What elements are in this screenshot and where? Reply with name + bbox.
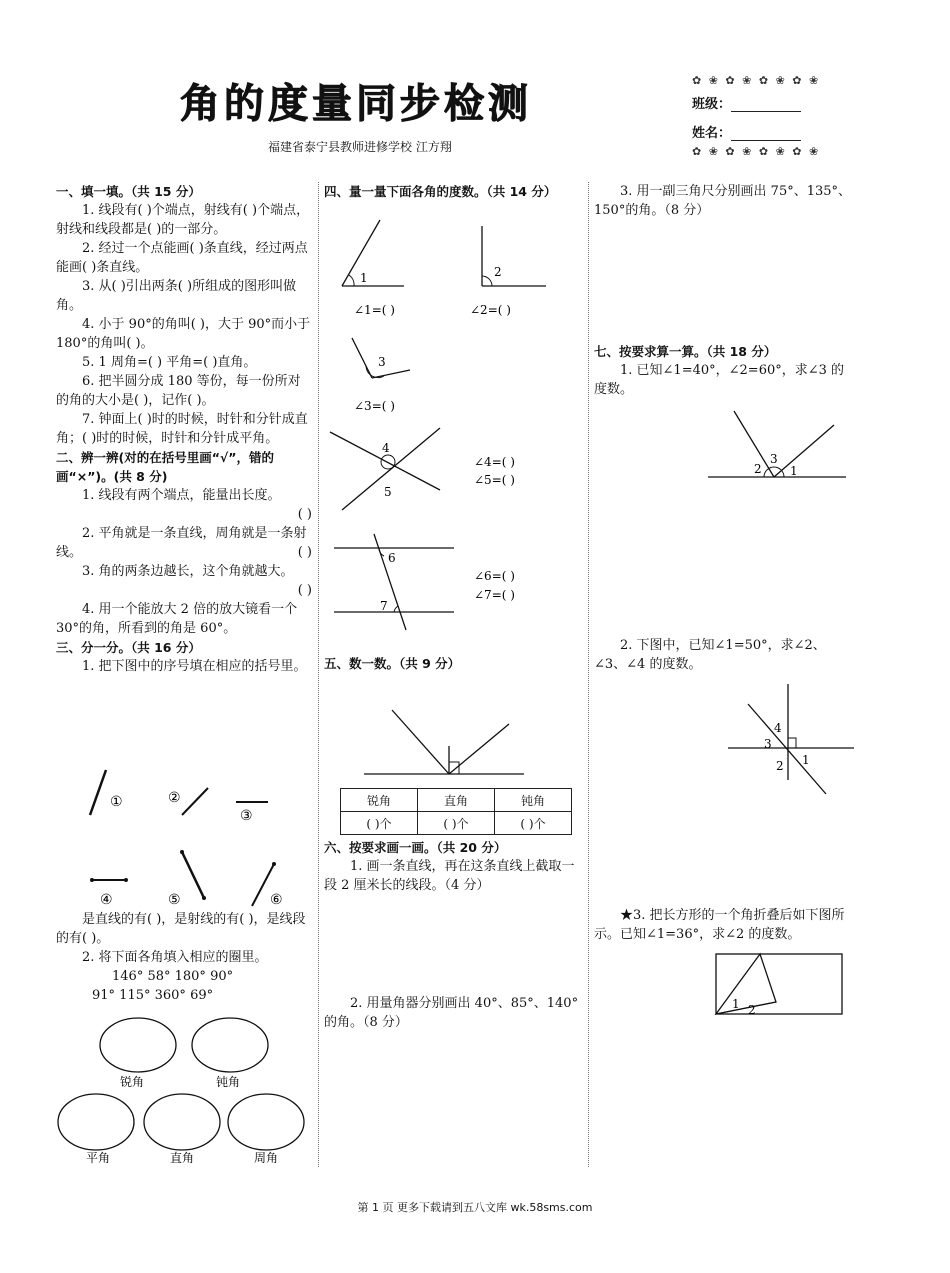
section-7-q2: [594, 636, 856, 674]
count-angles-figure: [324, 700, 582, 780]
count-table: [340, 788, 572, 835]
angle-num-2: 2: [494, 265, 502, 279]
s7-q2: 2. 下图中，已知∠1=50°，求∠2、∠3、∠4 的度数。: [594, 638, 826, 672]
s6-q2: 2. 用量角器分别画出 40°、85°、140°的角。（8 分）: [324, 996, 579, 1030]
angle-num-4: 4: [382, 441, 390, 455]
page-title: 角的度量同步检测: [180, 81, 532, 127]
lines-figure: [56, 760, 312, 920]
label-2: ②: [168, 790, 181, 806]
s7-q2-figure: [726, 680, 856, 800]
footer: 第 1 页 更多下载请到五八文库 wk.58sms.com: [357, 1201, 593, 1214]
s2-q3: 3. 角的两条边越长，这个角就越大。: [82, 564, 294, 579]
section-1-title: 一、填一填。（共 15 分）: [56, 184, 201, 199]
s6-q3: 3. 用一副三角尺分别画出 75°、135°、150°的角。（8 分）: [594, 184, 852, 218]
oval-right[interactable]: [144, 1094, 220, 1150]
angle-answer-4[interactable]: ∠4=( ): [474, 455, 515, 469]
section-6: [324, 838, 582, 895]
s2-q1-paren[interactable]: ( ): [297, 507, 312, 522]
count-acute[interactable]: ( )个: [341, 812, 418, 835]
s2-q1: 1. 线段有两个端点，能量出长度。: [82, 488, 281, 503]
angle-answer-6[interactable]: ∠6=( ): [474, 569, 515, 583]
s1-q7: 7. 钟面上( )时的时候，时针和分针成直角；( )时的时候，时针和分针成平角。: [56, 412, 308, 446]
s7-q1-figure: [700, 405, 850, 485]
count-right[interactable]: ( )个: [418, 812, 495, 835]
q1-num-1: 1: [790, 464, 798, 478]
header-acute: 锐角: [341, 789, 418, 812]
decor-border-icon: ✿ ❀ ✿ ❀ ✿ ❀ ✿ ❀: [692, 74, 821, 87]
label-4: ④: [100, 892, 113, 908]
segment-5: [182, 852, 204, 898]
q2-num-3: 3: [764, 737, 772, 751]
section-7-title: 七、按要求算一算。（共 18 分）: [594, 344, 777, 359]
s3-q2: 2. 将下面各角填入相应的圈里。: [82, 950, 268, 965]
column-3: [594, 182, 856, 220]
oval-label-acute: 锐角: [120, 1075, 145, 1089]
ray-1: [90, 770, 106, 815]
sec3-answers: [56, 910, 312, 1005]
q2-num-2: 2: [776, 759, 784, 773]
section-7-q3: [594, 906, 856, 944]
s1-q1: 1. 线段有( )个端点，射线有( )个端点，射线和线段都是( )的一部分。: [56, 203, 310, 237]
q2-num-1: 1: [802, 753, 810, 767]
oval-label-full: 周角: [254, 1151, 279, 1165]
s3-answer[interactable]: 是直线的有( )，是射线的有( )，是线段的有( )。: [56, 912, 306, 946]
header-obtuse: 钝角: [495, 789, 572, 812]
q3-num-1: 1: [732, 997, 740, 1011]
angle-num-3: 3: [378, 355, 386, 369]
oval-label-obtuse: 钝角: [216, 1075, 241, 1089]
section-3-title: 三、分一分。（共 16 分）: [56, 640, 201, 655]
s7-q3-figure: [712, 950, 846, 1020]
line-2: [182, 788, 208, 815]
oval-full[interactable]: [228, 1094, 304, 1150]
s7-q3: ★3. 把长方形的一个角折叠后如下图所示。已知∠1=36°，求∠2 的度数。: [594, 908, 845, 942]
label-3: ③: [240, 808, 253, 824]
author-line: 福建省泰宁县教师进修学校 江方翔: [268, 140, 452, 154]
s1-q2: 2. 经过一个点能画( )条直线，经过两点能画( )条直线。: [56, 241, 308, 275]
section-5: [324, 654, 582, 673]
name-field[interactable]: 姓名：: [692, 122, 862, 141]
s1-q4: 4. 小于 90°的角叫( )，大于 90°而小于 180°的角叫( )。: [56, 317, 311, 351]
label-6: ⑥: [270, 892, 283, 908]
s6-q1: 1. 画一条直线，再在这条直线上截取一段 2 厘米长的线段。（4 分）: [324, 859, 575, 893]
angle-answer-1[interactable]: ∠1=( ): [354, 303, 395, 317]
angles-row-2: 91° 115° 360° 69°: [92, 988, 214, 1003]
label-1: ①: [110, 794, 123, 810]
section-4-title: 四、量一量下面各角的度数。（共 14 分）: [324, 184, 557, 199]
header-right: 直角: [418, 789, 495, 812]
oval-straight[interactable]: [58, 1094, 134, 1150]
s2-q3-paren[interactable]: ( ): [297, 583, 312, 598]
q1-num-3: 3: [770, 452, 778, 466]
section-5-title: 五、数一数。（共 9 分）: [324, 656, 461, 671]
section-4-figures: [324, 210, 582, 640]
angle-num-7: 7: [380, 599, 388, 613]
s2-q2: 2. 平角就是一条直线，周角就是一条射线。: [56, 526, 307, 560]
section-7: [594, 342, 856, 399]
oval-label-right: 直角: [170, 1151, 195, 1165]
name-box: [692, 74, 862, 164]
s7-q1: 1. 已知∠1=40°，∠2=60°，求∠3 的度数。: [594, 363, 845, 397]
s2-q2-paren[interactable]: ( ): [297, 545, 312, 560]
q2-num-4: 4: [774, 721, 782, 735]
s1-q3: 3. 从( )引出两条( )所组成的图形叫做角。: [56, 279, 297, 313]
q3-num-2: 2: [748, 1003, 756, 1017]
class-field[interactable]: 班级：: [692, 93, 862, 112]
section-6-q2: [324, 994, 582, 1032]
angles-row-1: 146° 58° 180° 90°: [112, 969, 234, 984]
label-5: ⑤: [168, 892, 181, 908]
angle-answer-2[interactable]: ∠2=( ): [470, 303, 511, 317]
angle-answer-7[interactable]: ∠7=( ): [474, 588, 515, 602]
ovals-figure[interactable]: [56, 1010, 312, 1170]
angle-num-6: 6: [388, 551, 396, 565]
count-obtuse[interactable]: ( )个: [495, 812, 572, 835]
s1-q5: 5. 1 周角=( ) 平角=( )直角。: [82, 355, 257, 370]
q1-num-2: 2: [754, 462, 762, 476]
angle-answer-5[interactable]: ∠5=( ): [474, 473, 515, 487]
angle-num-1: 1: [360, 271, 368, 285]
column-2: [324, 182, 582, 201]
s3-q1: 1. 把下图中的序号填在相应的括号里。: [82, 659, 307, 674]
angle-answer-3[interactable]: ∠3=( ): [354, 399, 395, 413]
decor-border-icon: ✿ ❀ ✿ ❀ ✿ ❀ ✿ ❀: [692, 145, 821, 158]
oval-obtuse[interactable]: [192, 1018, 268, 1072]
oval-acute[interactable]: [100, 1018, 176, 1072]
section-6-title: 六、按要求画一画。（共 20 分）: [324, 840, 507, 855]
s1-q6: 6. 把半圆分成 180 等份，每一份所对的角的大小是( )，记作( )。: [56, 374, 301, 408]
section-2-title: 二、辨一辨(对的在括号里画“√”，错的画“×”)。(共 8 分): [56, 450, 274, 484]
column-1: [56, 182, 312, 676]
s2-q4: 4. 用一个能放大 2 倍的放大镜看一个 30°的角，所看到的角是 60°。: [56, 602, 298, 636]
oval-label-straight: 平角: [86, 1151, 111, 1165]
angle-num-5: 5: [384, 485, 392, 499]
